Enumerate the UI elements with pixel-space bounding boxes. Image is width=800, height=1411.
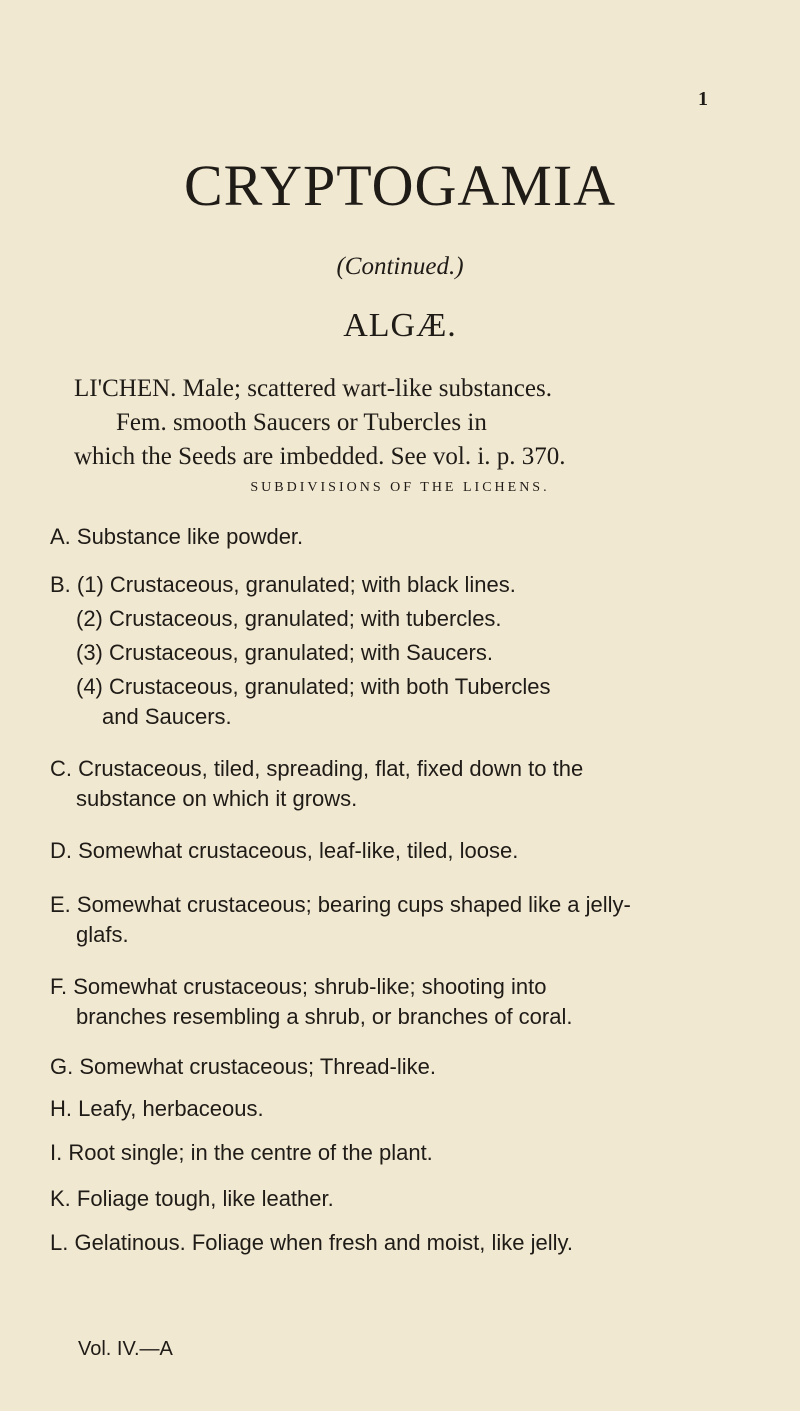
entry-c-line-1: C. Crustaceous, tiled, spreading, flat, fixed down to the xyxy=(50,756,584,781)
subdivisions-heading: SUBDIVISIONS OF THE LICHENS. xyxy=(250,480,550,495)
entry-i xyxy=(50,1138,750,1168)
entry-l xyxy=(50,1228,750,1258)
entry-i-line-1: I. Root single; in the centre of the plant. xyxy=(50,1140,433,1165)
page-number: 1 xyxy=(698,88,708,110)
lichen-description xyxy=(74,372,724,474)
entry-a xyxy=(50,522,750,552)
entry-e-line-2: glafs. xyxy=(76,922,129,947)
entry-e xyxy=(50,890,750,950)
section-heading: ALGÆ. xyxy=(343,307,457,344)
entry-c-line-2: substance on which it grows. xyxy=(76,786,358,811)
entry-g xyxy=(50,1052,750,1082)
entry-d xyxy=(50,836,750,866)
entry-f-line-2: branches resembling a shrub, or branches of coral. xyxy=(76,1004,573,1029)
page-subtitle: (Continued.) xyxy=(336,253,464,280)
entry-k-line-1: K. Foliage tough, like leather. xyxy=(50,1186,334,1211)
entry-a-line-1: A. Substance like powder. xyxy=(50,524,304,549)
entry-e-line-1: E. Somewhat crustaceous; bearing cups shaped like a jelly- xyxy=(50,892,631,917)
entry-b2-line-1: (2) Crustaceous, granulated; with tubercles. xyxy=(76,606,502,631)
entry-f xyxy=(50,972,750,1032)
entry-b3 xyxy=(76,638,750,668)
entry-f-line-1: F. Somewhat crustaceous; shrub-like; shooting into xyxy=(50,974,547,999)
entry-k xyxy=(50,1184,750,1214)
lichen-line-1: LI'CHEN. Male; scattered wart-like substances. xyxy=(74,375,552,402)
entry-b4 xyxy=(76,672,750,732)
lichen-line-3: which the Seeds are imbedded. See vol. i. p. 370. xyxy=(74,443,566,470)
lichen-line-2: Fem. smooth Saucers or Tubercles in xyxy=(116,409,487,436)
entry-h xyxy=(50,1094,750,1124)
entry-b2 xyxy=(76,604,750,634)
entry-b4-line-2: and Saucers. xyxy=(102,704,232,729)
entry-b1-line-1: B. (1) Crustaceous, granulated; with black lines. xyxy=(50,572,516,597)
entry-h-line-1: H. Leafy, herbaceous. xyxy=(50,1096,264,1121)
entry-g-line-1: G. Somewhat crustaceous; Thread-like. xyxy=(50,1054,436,1079)
entry-c xyxy=(50,754,750,814)
entry-l-line-1: L. Gelatinous. Foliage when fresh and moist, like jelly. xyxy=(50,1230,573,1255)
entry-b3-line-1: (3) Crustaceous, granulated; with Saucers. xyxy=(76,640,493,665)
page-title: CRYPTOGAMIA xyxy=(183,153,617,218)
entry-b4-line-1: (4) Crustaceous, granulated; with both Tubercles xyxy=(76,674,551,699)
entry-d-line-1: D. Somewhat crustaceous, leaf-like, tiled, loose. xyxy=(50,838,519,863)
volume-signature: Vol. IV.—A xyxy=(78,1338,173,1360)
entry-b1 xyxy=(50,570,750,600)
